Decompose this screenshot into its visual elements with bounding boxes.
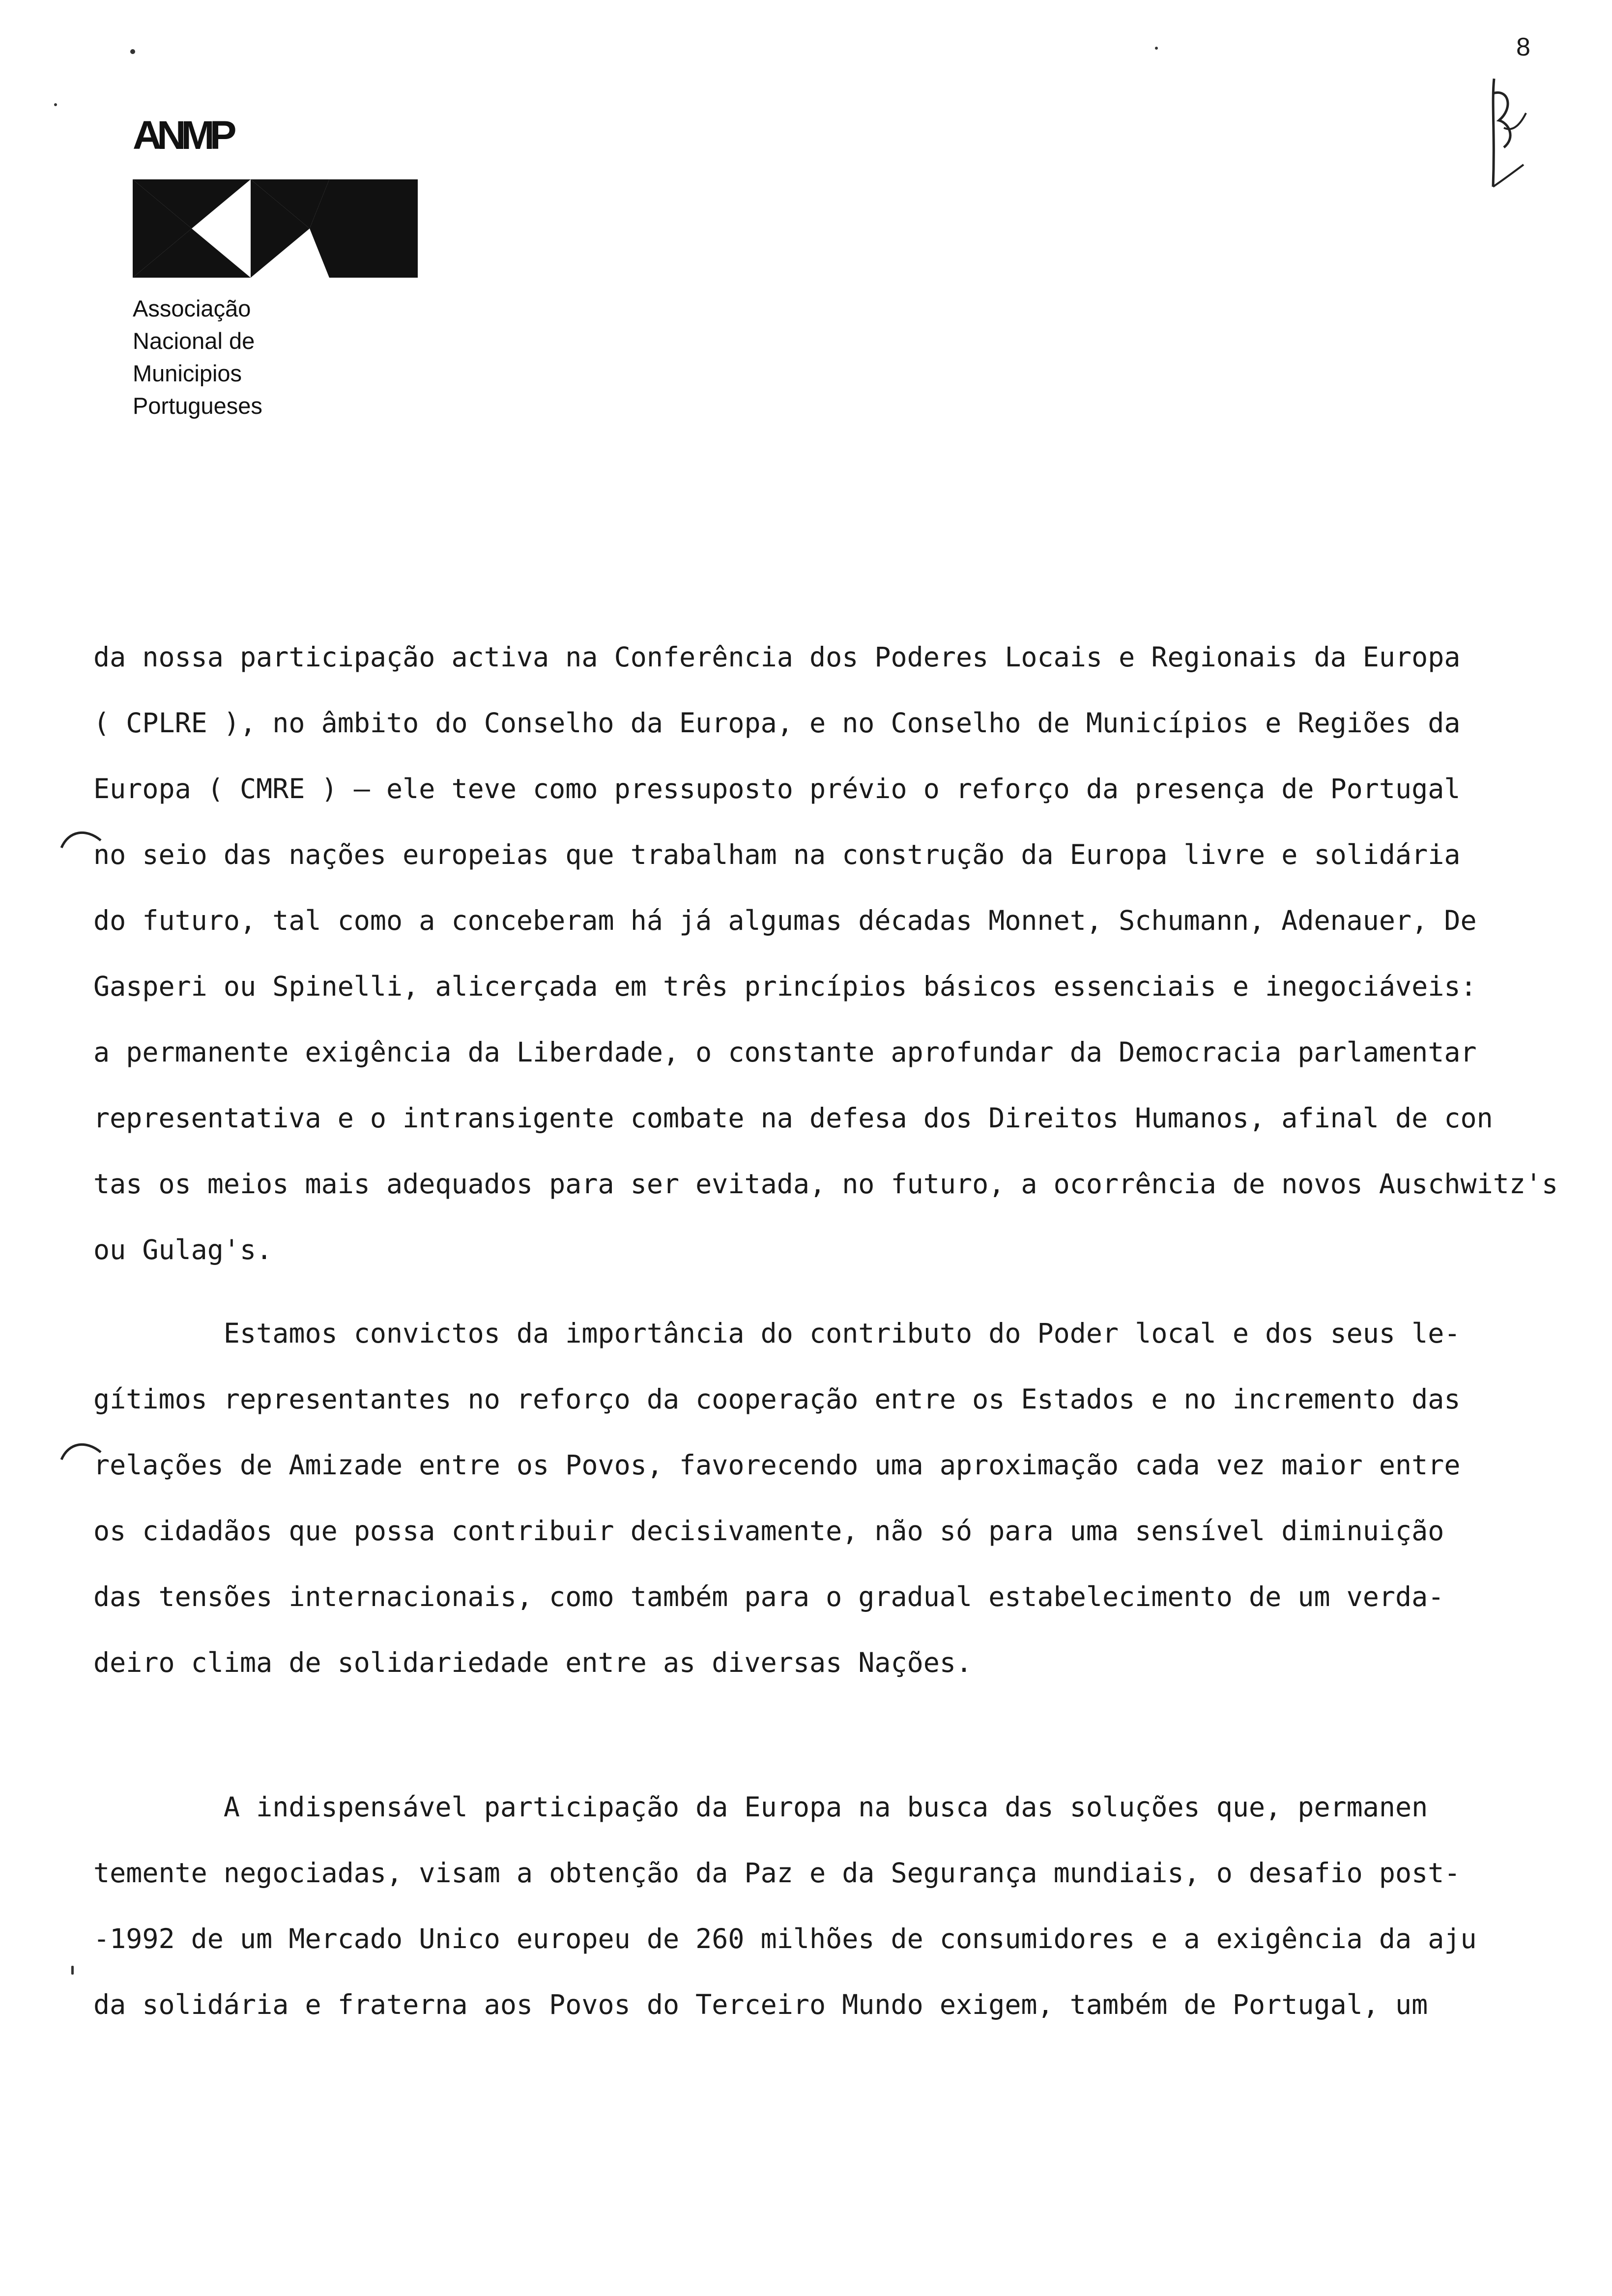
text-line: a permanente exigência da Liberdade, o constante aprofundar da Democracia parlamentar <box>93 1036 1477 1068</box>
text-line: da nossa participação activa na Conferência dos Poderes Locais e Regionais da Europa <box>93 641 1461 673</box>
text-line: ou Gulag's. <box>93 1234 273 1265</box>
text-line: ( CPLRE ), no âmbito do Conselho da Europa, e no Conselho de Municípios e Regiões da <box>93 707 1461 739</box>
org-name-line: Associação <box>133 295 251 321</box>
text-line: do futuro, tal como a conceberam há já algumas décadas Monnet, Schumann, Adenauer, De <box>93 905 1477 936</box>
logo-wordmark: ANMP <box>133 113 232 158</box>
text-line: gítimos representantes no reforço da cooperação entre os Estados e no incremento das <box>93 1383 1461 1415</box>
scan-speck <box>1155 47 1158 50</box>
text-line: da solidária e fraterna aos Povos do Terceiro Mundo exigem, também de Portugal, um <box>93 1989 1428 2020</box>
paragraph <box>93 1300 1543 1695</box>
paragraph <box>93 624 1558 1283</box>
text-line: tas os meios mais adequados para ser evitada, no futuro, a ocorrência de novos Auschwitz's <box>93 1168 1558 1200</box>
text-line: das tensões internacionais, como também para o gradual estabelecimento de um verda- <box>93 1581 1444 1612</box>
scan-speck <box>71 1966 74 1975</box>
handwritten-initials-icon <box>1479 74 1533 192</box>
text-line: deiro clima de solidariedade entre as diversas Nações. <box>93 1647 973 1678</box>
org-name-line: Nacional de <box>133 328 255 354</box>
text-line: A indispensável participação da Europa na busca das soluções que, permanen <box>93 1791 1428 1823</box>
text-line: Gasperi ou Spinelli, alicerçada em três princípios básicos essenciais e inegociáveis: <box>93 971 1477 1002</box>
letter-body <box>93 624 1558 2038</box>
text-line: -1992 de um Mercado Unico europeu de 260 milhões de consumidores e a exigência da aju <box>93 1923 1477 1954</box>
organization-name <box>133 292 428 422</box>
page-number: 8 <box>1516 33 1530 61</box>
paragraph <box>93 1774 1543 2038</box>
letterhead <box>133 115 428 422</box>
text-line: Europa ( CMRE ) — ele teve como pressuposto prévio o reforço da presença de Portugal <box>93 773 1461 804</box>
scan-speck <box>130 49 135 54</box>
org-name-line: Municipios <box>133 360 242 386</box>
text-line: Estamos convictos da importância do contributo do Poder local e dos seus le- <box>93 1318 1461 1349</box>
text-line: os cidadãos que possa contribuir decisivamente, não só para uma sensível diminuição <box>93 1515 1444 1547</box>
org-name-line: Portugueses <box>133 393 262 419</box>
scan-speck <box>54 103 57 106</box>
text-line: relações de Amizade entre os Povos, favorecendo uma aproximação cada vez maior entre <box>93 1449 1461 1481</box>
text-line: no seio das nações europeias que trabalham na construção da Europa livre e solidária <box>93 839 1461 870</box>
text-line: temente negociadas, visam a obtenção da Paz e da Segurança mundiais, o desafio post- <box>93 1857 1461 1889</box>
anmp-logo-icon <box>133 179 418 278</box>
text-line: representativa e o intransigente combate na defesa dos Direitos Humanos, afinal de con <box>93 1102 1493 1134</box>
